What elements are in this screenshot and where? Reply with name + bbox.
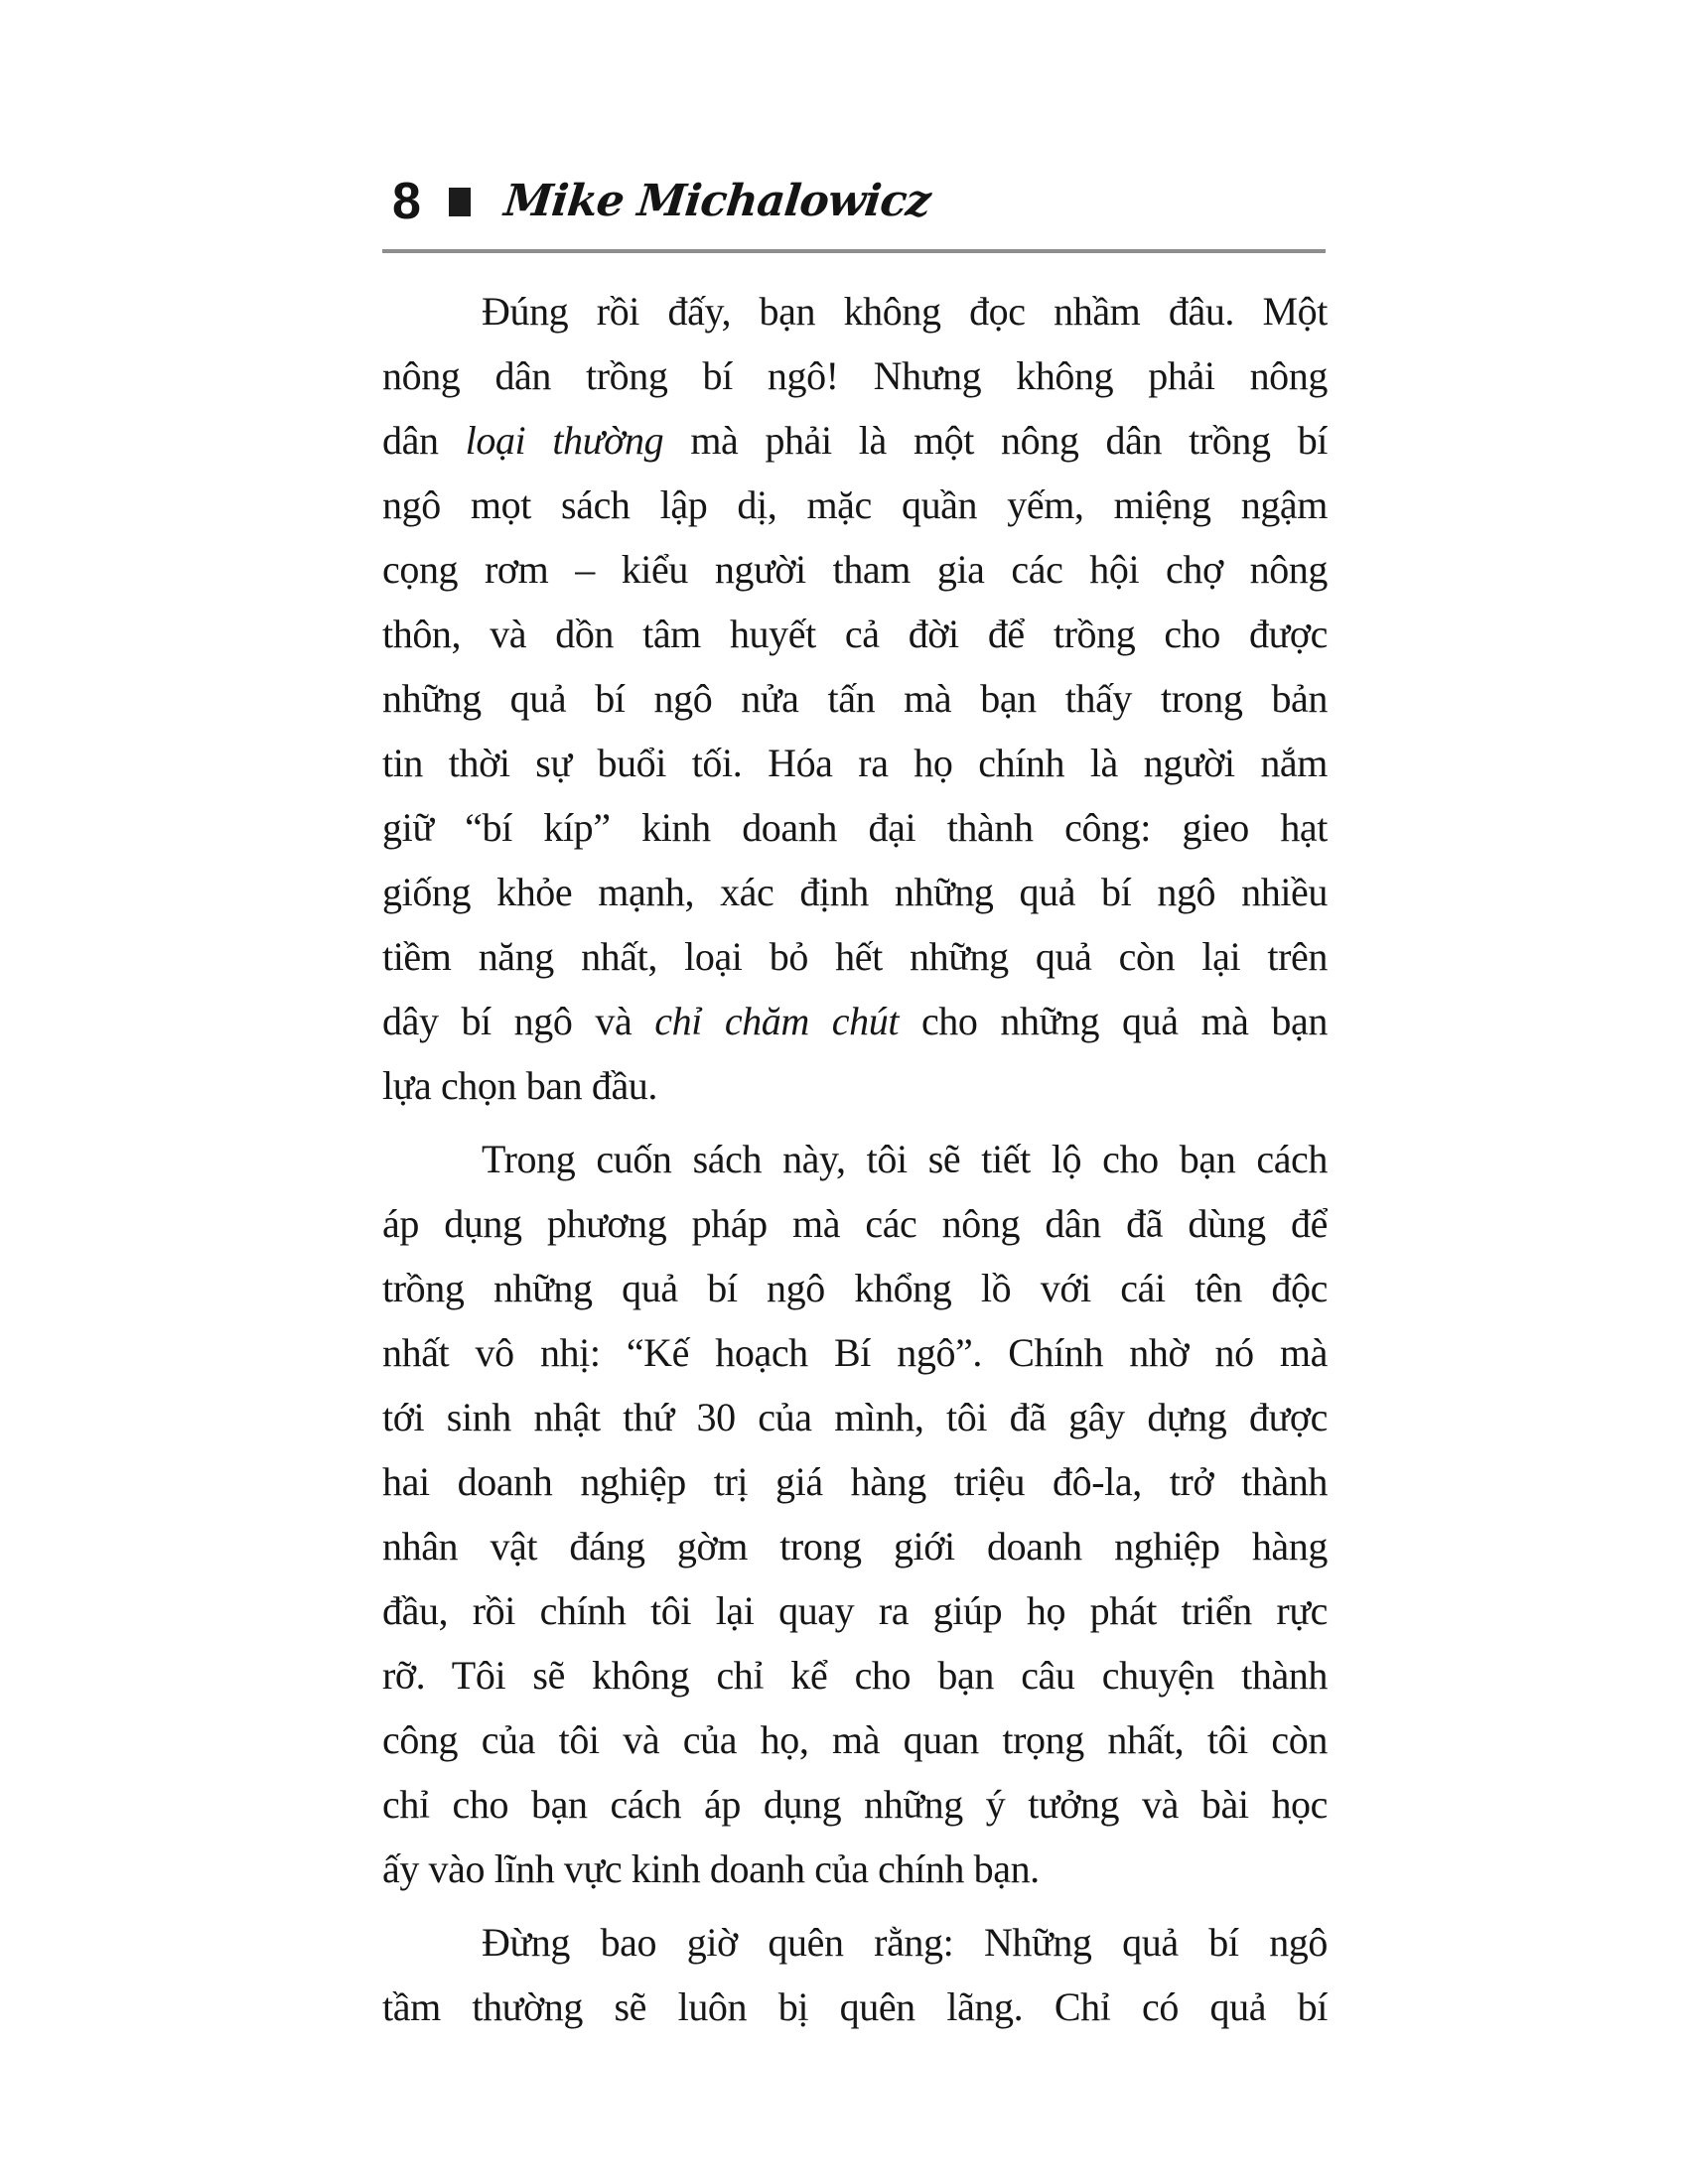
text-segment: cho những quả mà bạn	[899, 999, 1328, 1043]
text-line	[382, 1975, 1328, 2039]
text-line	[382, 408, 1328, 473]
text-segment: áp dụng phương pháp mà các nông dân đã dùng để	[382, 1201, 1328, 1246]
text-line	[382, 1385, 1328, 1449]
text-segment: nhân vật đáng gờm trong giới doanh nghiệp hàng	[382, 1524, 1328, 1569]
text-segment: giống khỏe mạnh, xác định những quả bí ngô nhiều	[382, 870, 1328, 914]
text-line	[382, 731, 1328, 795]
text-segment: giữ “bí kíp” kinh doanh đại thành công: gieo hạt	[382, 805, 1328, 850]
page-number: 8	[392, 173, 421, 230]
paragraph-3	[382, 1910, 1328, 2039]
text-line	[382, 860, 1328, 924]
paragraph-1	[382, 279, 1328, 1118]
body-text	[382, 279, 1328, 2039]
text-segment: dây bí ngô và	[382, 999, 655, 1043]
text-line	[382, 795, 1328, 860]
text-line	[382, 1256, 1328, 1320]
header-rule	[382, 249, 1326, 253]
text-line	[382, 1053, 1328, 1118]
text-line	[382, 343, 1328, 408]
text-segment: rỡ. Tôi sẽ không chỉ kể cho bạn câu chuyện thành	[382, 1653, 1328, 1698]
text-line	[382, 666, 1328, 731]
text-line	[382, 1191, 1328, 1256]
text-segment: đầu, rồi chính tôi lại quay ra giúp họ phát triển rực	[382, 1588, 1328, 1633]
text-line	[382, 1837, 1328, 1901]
text-segment: Đừng bao giờ quên rằng: Những quả bí ngô	[482, 1920, 1328, 1965]
text-line	[382, 279, 1328, 343]
text-line	[382, 1320, 1328, 1385]
text-segment: những quả bí ngô nửa tấn mà bạn thấy trong bản	[382, 676, 1328, 721]
text-segment: tin thời sự buổi tối. Hóa ra họ chính là người nắm	[382, 741, 1328, 785]
text-segment: tầm thường sẽ luôn bị quên lãng. Chỉ có quả bí	[382, 1984, 1328, 2029]
text-segment: ngô mọt sách lập dị, mặc quần yếm, miệng ngậm	[382, 482, 1328, 527]
square-bullet-icon	[449, 188, 471, 216]
text-line	[382, 1127, 1328, 1191]
text-segment: dân	[382, 418, 466, 463]
text-line	[382, 602, 1328, 666]
text-segment: lựa chọn ban đầu.	[382, 1063, 658, 1108]
text-segment: thôn, và dồn tâm huyết cả đời để trồng cho được	[382, 612, 1328, 656]
text-line	[382, 1578, 1328, 1643]
text-line	[382, 473, 1328, 537]
text-segment: ấy vào lĩnh vực kinh doanh của chính bạn.	[382, 1846, 1040, 1891]
text-line	[382, 1707, 1328, 1772]
text-line	[382, 1772, 1328, 1837]
paragraph-2	[382, 1127, 1328, 1901]
text-segment: nông dân trồng bí ngô! Nhưng không phải nông	[382, 353, 1328, 398]
text-line	[382, 924, 1328, 989]
text-segment: Đúng rồi đấy, bạn không đọc nhầm đâu. Một	[482, 289, 1328, 334]
text-segment: nhất vô nhị: “Kế hoạch Bí ngô”. Chính nhờ nó mà	[382, 1330, 1328, 1375]
text-segment: cọng rơm – kiểu người tham gia các hội chợ nông	[382, 547, 1328, 592]
page-header	[382, 171, 1328, 232]
text-line	[382, 1643, 1328, 1707]
text-line	[382, 1514, 1328, 1578]
text-line	[382, 1910, 1328, 1975]
author-name: Mike Michalowicz	[501, 176, 933, 226]
italic-text-segment: loại thường	[465, 418, 664, 463]
text-line	[382, 989, 1328, 1053]
text-segment: công của tôi và của họ, mà quan trọng nhất, tôi còn	[382, 1717, 1328, 1762]
text-segment: tới sinh nhật thứ 30 của mình, tôi đã gây dựng được	[382, 1395, 1328, 1439]
text-segment: Trong cuốn sách này, tôi sẽ tiết lộ cho bạn cách	[482, 1137, 1328, 1181]
text-line	[382, 1449, 1328, 1514]
text-segment: chỉ cho bạn cách áp dụng những ý tưởng và bài học	[382, 1782, 1328, 1827]
text-segment: tiềm năng nhất, loại bỏ hết những quả còn lại trên	[382, 934, 1328, 979]
text-segment: mà phải là một nông dân trồng bí	[663, 418, 1328, 463]
text-segment: hai doanh nghiệp trị giá hàng triệu đô-la, trở thành	[382, 1459, 1328, 1504]
text-line	[382, 537, 1328, 602]
text-segment: trồng những quả bí ngô khổng lồ với cái tên độc	[382, 1266, 1328, 1310]
italic-text-segment: chỉ chăm chút	[654, 999, 900, 1043]
